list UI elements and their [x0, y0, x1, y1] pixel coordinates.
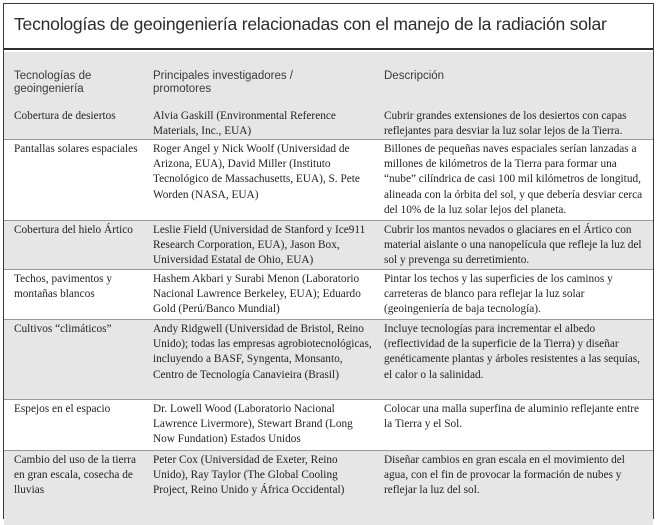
table-row [4, 140, 653, 221]
researchers-cell: Dr. Lowell Wood (Laboratorio Nacional Lawrence Livermore), Stewart Brand (Long Now Fundation) Estados Unidos [153, 403, 353, 446]
table-title: Tecnologías de geoingeniería relacionadas con el manejo de la radiación solar [14, 14, 607, 34]
description-cell: Cubrir grandes extensiones de los desiertos con capas reflejantes para desviar la luz solar lejos de la Tierra. [384, 110, 627, 138]
table-row [4, 107, 653, 140]
technology-cell: Cambio del uso de la tierra en gran escala, cosecha de lluvias [14, 454, 137, 497]
column-header-technology: Tecnologías de geoingeniería [14, 70, 92, 95]
technology-cell: Cobertura de desiertos [14, 110, 116, 122]
table-row [4, 221, 653, 270]
researchers-cell: Alvia Gaskill (Environmental Reference Materials, Inc., EUA) [153, 110, 336, 138]
description-cell: Colocar una malla superfina de aluminio reflejante entre la Tierra y el Sol. [384, 403, 640, 431]
technology-cell: Espejos en el espacio [14, 403, 111, 415]
title-divider [4, 48, 653, 50]
table-row [4, 451, 653, 525]
column-header-researchers: Principales investigadores / promotores [153, 70, 293, 95]
researchers-cell: Peter Cox (Universidad de Exeter, Reino Unido), Ray Taylor (The Global Cooling Project, Reino Unido y África Occidental) [153, 454, 345, 497]
researchers-cell: Roger Angel y Nick Woolf (Universidad de Arizona, EUA), David Miller (Instituto Tecnológico de Massachusetts, EUA), S. Pete Worden (NASA, EUA) [153, 143, 360, 201]
technology-cell: Cultivos “climáticos” [14, 323, 112, 335]
table-row [4, 320, 653, 400]
table-frame [3, 3, 654, 519]
technology-cell: Cobertura del hielo Ártico [14, 224, 133, 236]
description-cell: Diseñar cambios en gran escala en el movimiento del agua, con el fin de provocar la formación de nubes y reflejar la luz del sol. [384, 454, 625, 497]
researchers-cell: Leslie Field (Universidad de Stanford y Ice911 Research Corporation, EUA), Jason Box, Universidad Estatal de Ohio, EUA) [153, 224, 366, 267]
researchers-cell: Hashem Akbari y Surabi Menon (Laboratorio Nacional Lawrence Berkeley, EUA); Eduardo Gold (Perú/Banco Mundial) [153, 273, 361, 316]
technology-cell: Techos, pavimentos y montañas blancos [14, 273, 113, 301]
description-cell: Incluye tecnologías para incrementar el albedo (reflectividad de la superficie de la Tierra) y diseñar genéticamente plantas y árboles resistentes a las sequías, el calor o la salinidad. [384, 323, 640, 381]
description-cell: Billones de pequeñas naves espaciales serían lanzadas a millones de kilómetros de la Tierra para formar una “nube” cilíndrica de casi 100 mil kilómetros de longitud, alineada con la órbita del sol, y que debería desviar cerca del 10% de la luz solar lejos del planeta. [384, 143, 643, 216]
table-body [4, 107, 653, 525]
technology-cell: Pantallas solares espaciales [14, 143, 138, 155]
table-row [4, 270, 653, 320]
table-header [4, 52, 653, 108]
table-row [4, 400, 653, 451]
description-cell: Pintar los techos y las superficies de los caminos y carreteras de blanco para reflejar la luz solar (geoingeniería de baja tecnología). [384, 273, 613, 316]
researchers-cell: Andy Ridgwell (Universidad de Bristol, Reino Unido); todas las empresas agrobiotecnológicas, incluyendo a BASF, Syngenta, Monsanto, Centro de Tecnología Canavieira (Brasil) [153, 323, 372, 381]
column-header-description: Descripción [384, 70, 445, 82]
description-cell: Cubrir los mantos nevados o glaciares en el Ártico con material aislante o una nanopelícula que refleje la luz del sol y prevenga su derretimiento. [384, 224, 642, 267]
